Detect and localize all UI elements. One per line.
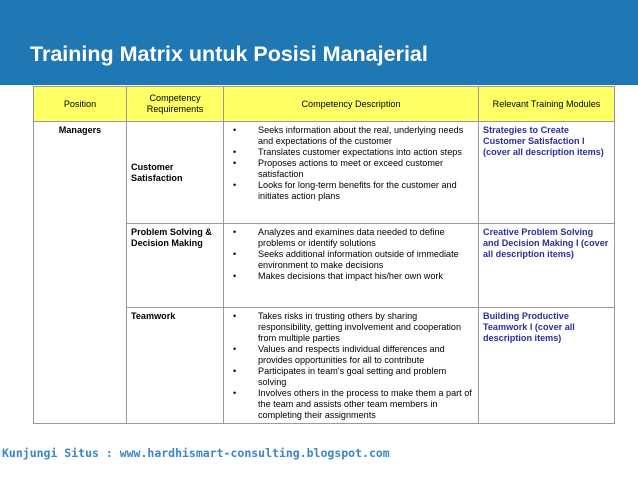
bullet-item: • Proposes actions to meet or exceed customer satisfaction [228, 158, 474, 180]
title-banner [0, 0, 638, 85]
bullet-item: • Takes risks in trusting others by sharing responsibility, getting involvement and cooperation from multiple parties [228, 311, 474, 344]
footer-website-link[interactable]: Kunjungi Situs : www.hardhismart-consulting.blogspot.com [2, 446, 390, 460]
description-cell [224, 224, 479, 308]
bullet-item: • Analyzes and examines data needed to define problems or identify solutions [228, 227, 474, 249]
table-header-row [34, 87, 615, 122]
page-title: Training Matrix untuk Posisi Manajerial [30, 42, 428, 66]
header-relevant-training-modules: Relevant Training Modules [479, 87, 615, 122]
bullet-list [228, 311, 474, 421]
bullet-item: • Looks for long-term benefits for the customer and initiates action plans [228, 180, 474, 202]
bullet-list [228, 227, 474, 282]
bullet-item: • Involves others in the process to make them a part of the team and assists other team members in completing their assignments [228, 388, 474, 421]
description-cell [224, 308, 479, 424]
training-matrix-table [33, 86, 615, 424]
header-competency-requirements: Competency Requirements [127, 87, 224, 122]
table-row [34, 122, 615, 224]
bullet-item: • Translates customer expectations into action steps [228, 147, 474, 158]
description-cell [224, 122, 479, 224]
bullet-item: • Participates in team's goal setting and problem solving [228, 366, 474, 388]
position-cell: Managers [34, 122, 127, 424]
bullet-list [228, 125, 474, 202]
bullet-item: • Values and respects individual differences and provides opportunities for all to contribute [228, 344, 474, 366]
bullet-item: • Makes decisions that impact his/her own work [228, 271, 474, 282]
module-cell: Building Productive Teamwork I (cover all description items) [479, 308, 615, 424]
competency-cell: Customer Satisfaction [127, 122, 224, 224]
module-cell: Strategies to Create Customer Satisfaction I (cover all description items) [479, 122, 615, 224]
competency-cell: Teamwork [127, 308, 224, 424]
bullet-item: • Seeks information about the real, underlying needs and expectations of the customer [228, 125, 474, 147]
competency-cell: Problem Solving & Decision Making [127, 224, 224, 308]
bullet-item: • Seeks additional information outside of immediate environment to make decisions [228, 249, 474, 271]
module-cell: Creative Problem Solving and Decision Making I (cover all description items) [479, 224, 615, 308]
header-competency-description: Competency Description [224, 87, 479, 122]
header-position: Position [34, 87, 127, 122]
